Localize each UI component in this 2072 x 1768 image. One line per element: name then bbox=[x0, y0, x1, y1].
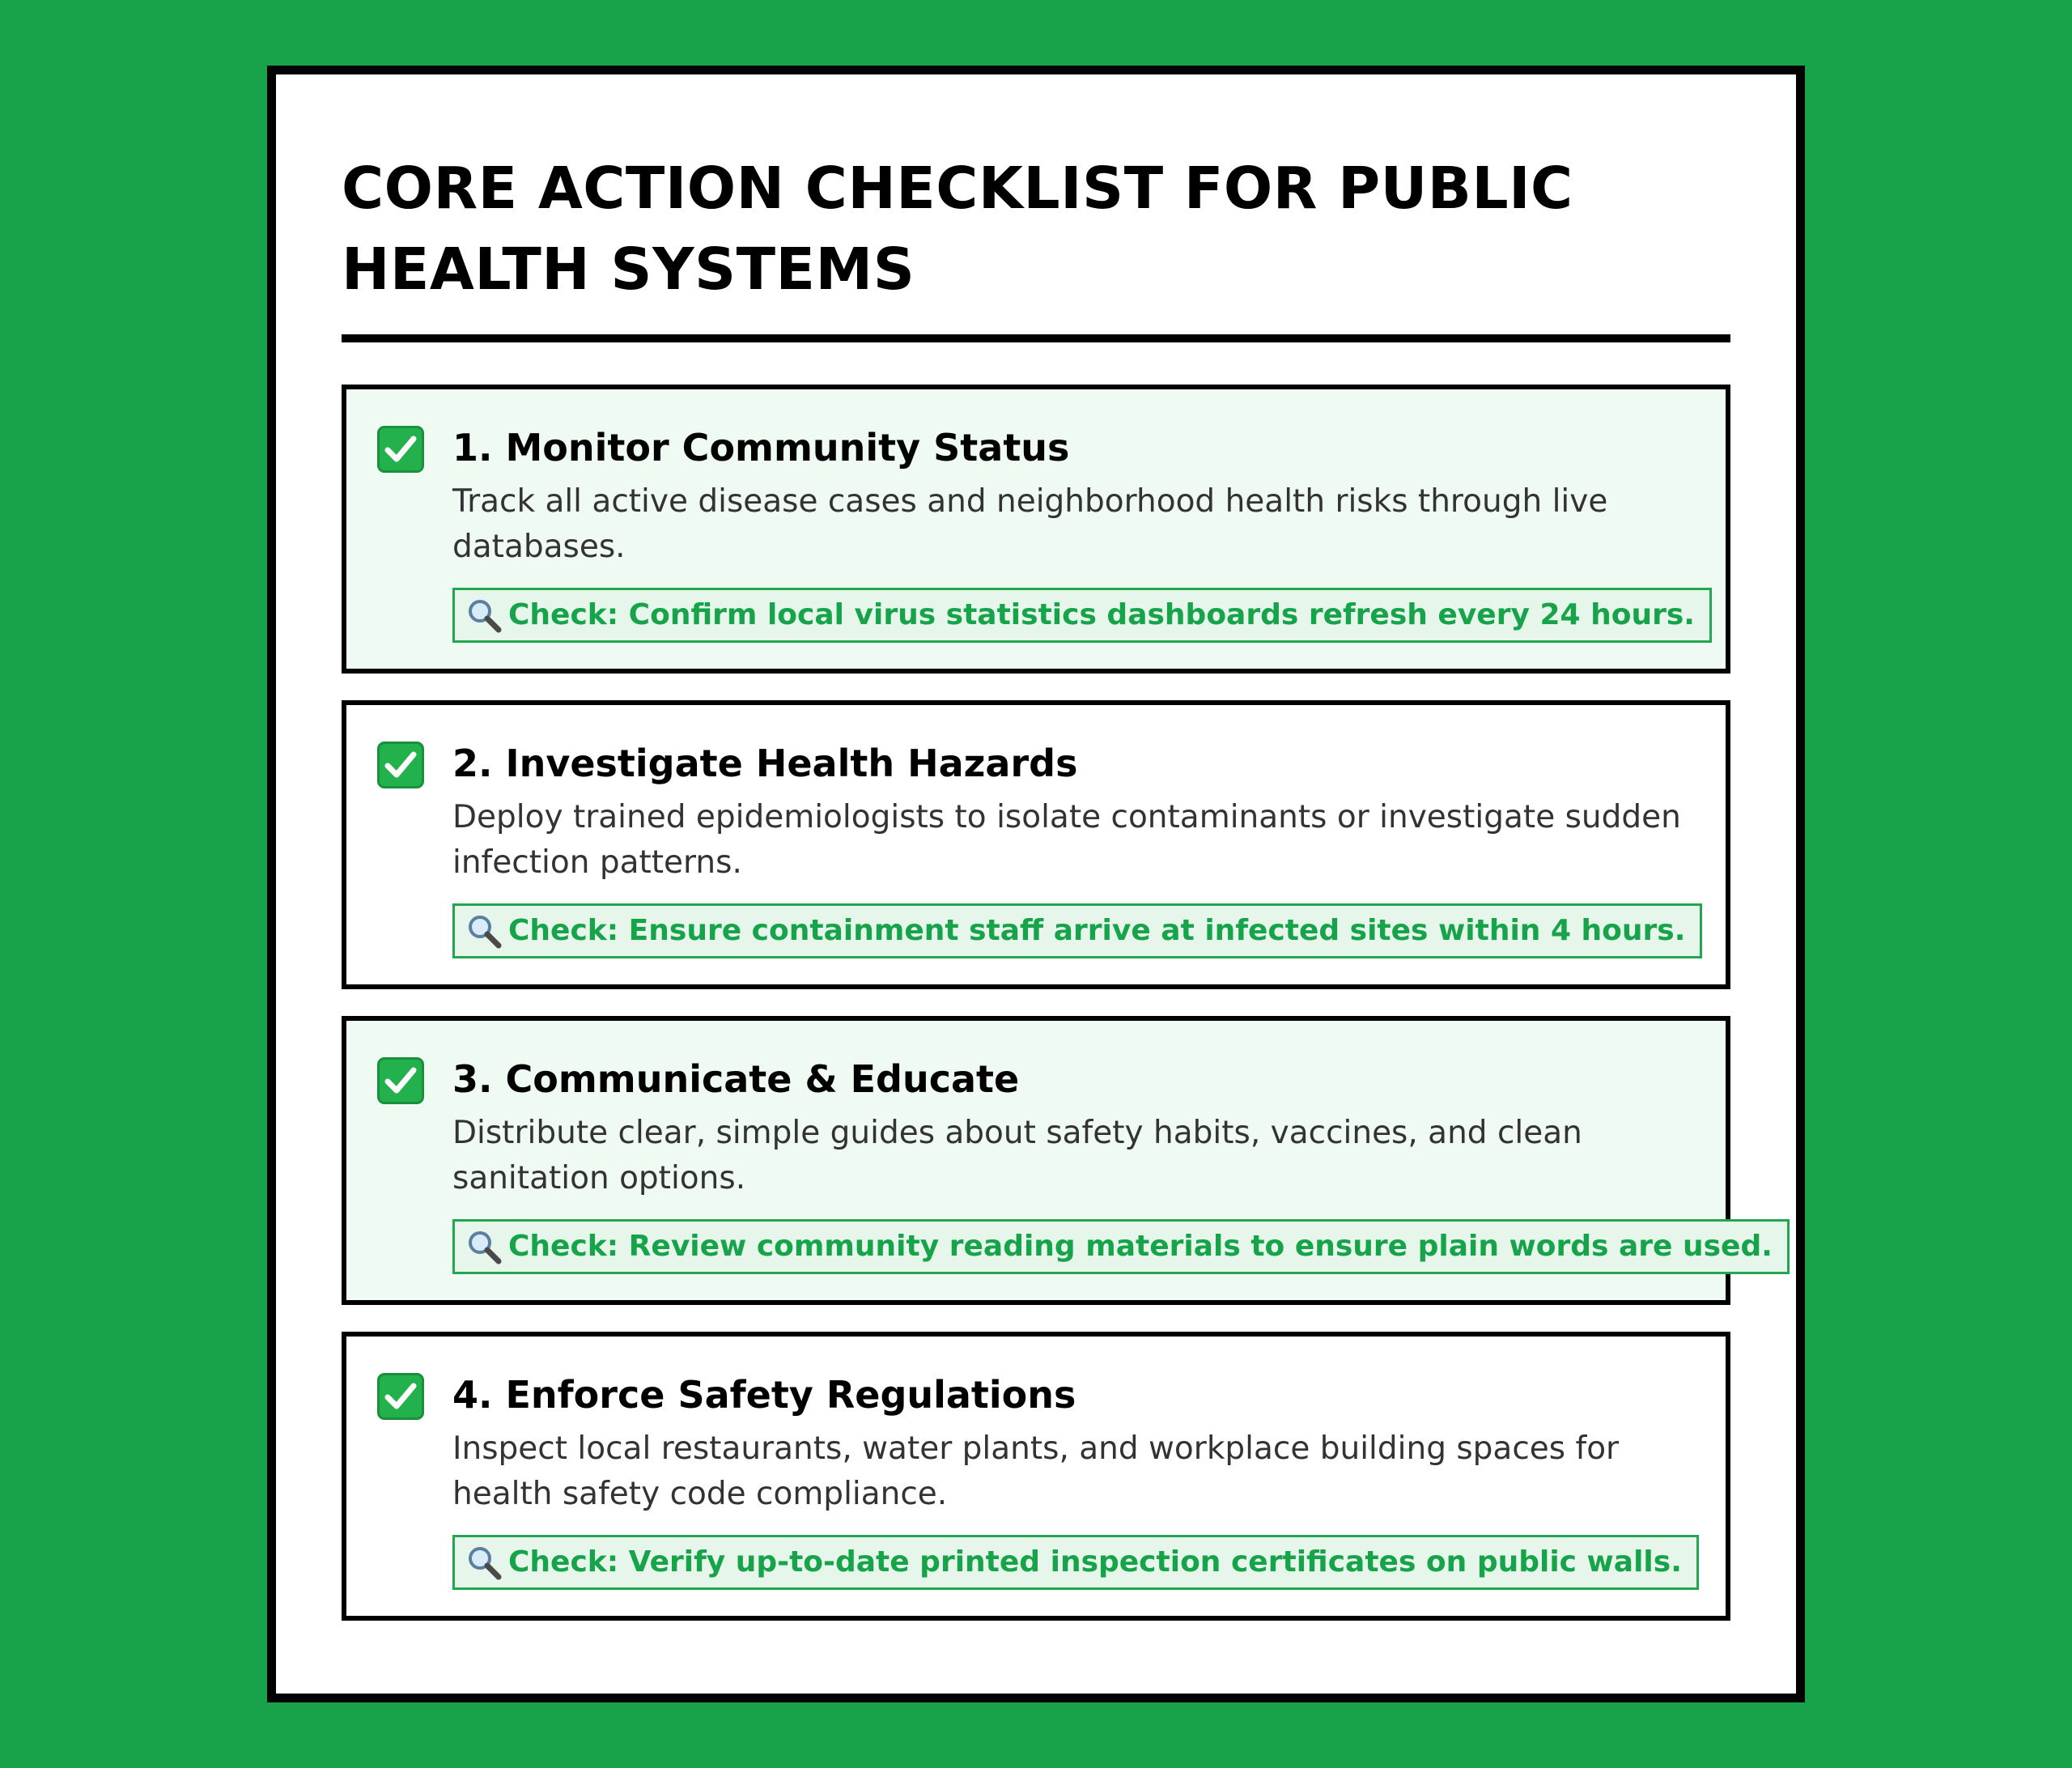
item-description: Inspect local restaurants, water plants, and workplace building spaces for health safety code compliance. bbox=[452, 1430, 1620, 1512]
checklist-item bbox=[342, 1016, 1773, 1305]
item-title: 1. Monitor Community Status bbox=[452, 426, 1070, 470]
item-title: 3. Communicate & Educate bbox=[452, 1057, 1020, 1101]
item-check-note bbox=[452, 903, 1702, 958]
check-text: Check: Review community reading materials to ensure plain words are used. bbox=[508, 1230, 1773, 1263]
check-mark-button-icon bbox=[377, 1373, 424, 1420]
check-mark-button-icon bbox=[377, 1057, 424, 1104]
item-description: Distribute clear, simple guides about safety habits, vaccines, and clean sanitation options. bbox=[452, 1115, 1582, 1196]
checklist-item bbox=[342, 700, 1730, 989]
check-mark-button-icon bbox=[377, 742, 424, 788]
magnifying-glass-icon bbox=[466, 913, 502, 949]
check-mark-button-icon bbox=[377, 426, 424, 473]
item-description: Track all active disease cases and neighborhood health risks through live databases. bbox=[452, 483, 1608, 565]
magnifying-glass-icon bbox=[466, 597, 502, 633]
magnifying-glass-icon bbox=[466, 1229, 502, 1264]
item-title: 4. Enforce Safety Regulations bbox=[452, 1373, 1076, 1417]
page-title: CORE ACTION CHECKLIST FOR PUBLIC HEALTH SYSTEMS bbox=[342, 155, 1573, 303]
check-text: Check: Confirm local virus statistics dashboards refresh every 24 hours. bbox=[508, 598, 1695, 631]
item-check-note bbox=[452, 1219, 1790, 1274]
magnifying-glass-icon bbox=[466, 1545, 502, 1580]
checklist-item bbox=[342, 385, 1730, 674]
title-divider bbox=[342, 334, 1730, 342]
checklist-item bbox=[342, 1332, 1730, 1621]
item-title: 2. Investigate Health Hazards bbox=[452, 742, 1078, 785]
checklist-card bbox=[267, 66, 1805, 1702]
check-text: Check: Verify up-to-date printed inspection certificates on public walls. bbox=[508, 1545, 1682, 1579]
check-text: Check: Ensure containment staff arrive at infected sites within 4 hours. bbox=[508, 914, 1686, 947]
item-check-note bbox=[452, 1535, 1699, 1590]
item-description: Deploy trained epidemiologists to isolate contaminants or investigate sudden infection patterns. bbox=[452, 799, 1681, 881]
item-check-note bbox=[452, 588, 1712, 643]
